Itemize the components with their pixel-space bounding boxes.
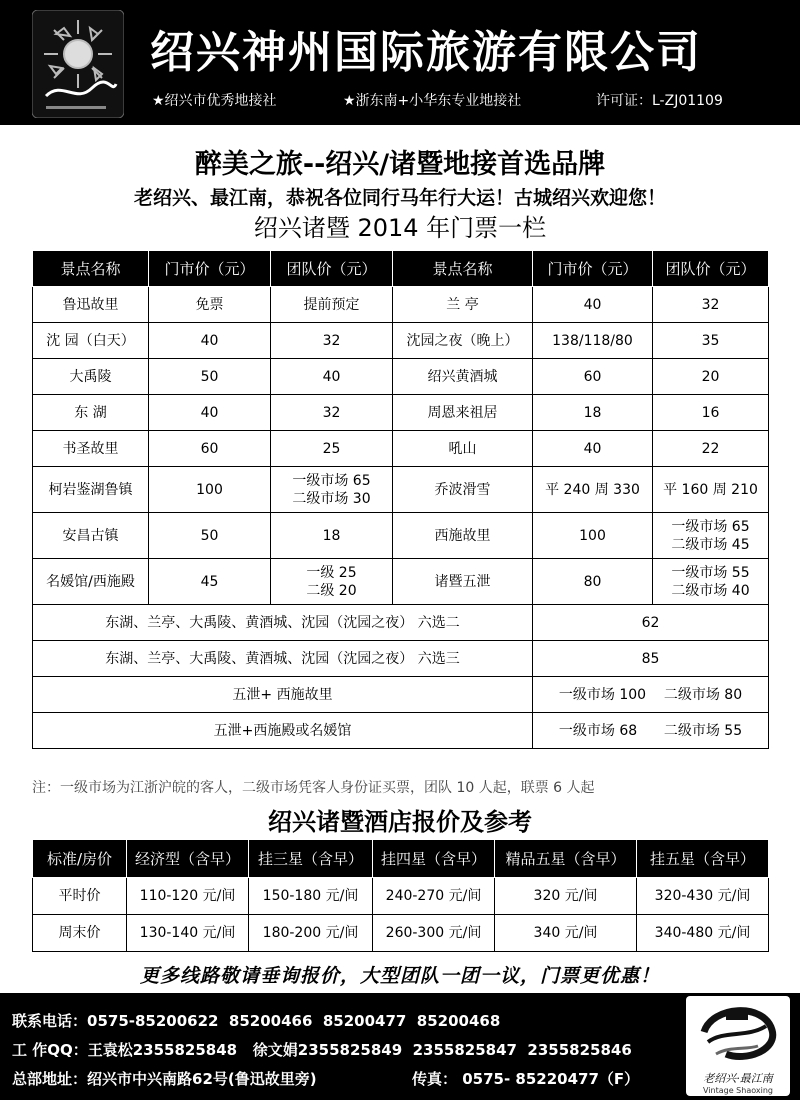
attraction-name: 鲁迅故里: [33, 287, 149, 323]
group-price: 25: [271, 431, 393, 467]
attraction-name: 书圣故里: [33, 431, 149, 467]
combo-price: 62: [533, 605, 769, 641]
attraction-name: 名媛馆/西施殿: [33, 559, 149, 605]
greeting-slogan: 老绍兴、最江南，恭祝各位同行马年行大运！古城绍兴欢迎您！: [133, 187, 666, 209]
retail-price: 138/118/80: [533, 323, 653, 359]
hotel-header-row: [33, 840, 769, 878]
group-price: 32: [271, 323, 393, 359]
combo-name: 东湖、兰亭、大禹陵、黄酒城、沈园（沈园之夜） 六选二: [33, 605, 533, 641]
attraction-name: 东 湖: [33, 395, 149, 431]
col-header: 经济型（含早）: [127, 840, 249, 878]
group-price: 一级市场 65 二级市场 45: [653, 513, 769, 559]
retail-price: 60: [533, 359, 653, 395]
group-price: 平 160 周 210: [653, 467, 769, 513]
retail-price: 100: [149, 467, 271, 513]
table-row: [33, 559, 769, 605]
ticket-note: 注：一级市场为江浙沪皖的客人，二级市场凭客人身份证买票，团队 10 人起，联票 6 人起: [32, 780, 595, 796]
retail-price: 40: [533, 431, 653, 467]
col-header: 挂五星（含早）: [637, 840, 769, 878]
phone-line: [12, 1010, 500, 1031]
company-name: 绍兴神州国际旅游有限公司: [150, 27, 702, 78]
combo-price: 85: [533, 641, 769, 677]
combo-row: [33, 641, 769, 677]
retail-price: 40: [149, 323, 271, 359]
price-type: 周末价: [33, 915, 127, 952]
phone-label: 联系电话：: [12, 1012, 88, 1030]
attraction-name: 沈 园（白天）: [33, 323, 149, 359]
ticket-price-table: [32, 250, 769, 749]
retail-price: 50: [149, 513, 271, 559]
group-price: 16: [653, 395, 769, 431]
group-price: 一级市场 65 二级市场 30: [271, 467, 393, 513]
combo-row: [33, 713, 769, 749]
combo-price: 一级市场 68 二级市场 55: [533, 713, 769, 749]
brand-name: 老绍兴·最江南: [703, 1072, 773, 1085]
address-text: 绍兴市中兴南路62号(鲁迅故里旁): [87, 1070, 317, 1088]
table-row: [33, 467, 769, 513]
group-price: 35: [653, 323, 769, 359]
attraction-name: 周恩来祖居: [393, 395, 533, 431]
hotel-price: 110-120 元/间: [127, 878, 249, 915]
qq-label: 工 作QQ：: [12, 1041, 88, 1059]
combo-name: 东湖、兰亭、大禹陵、黄酒城、沈园（沈园之夜） 六选三: [33, 641, 533, 677]
hotel-price-table: [32, 839, 769, 952]
table-row: [33, 287, 769, 323]
table-row: [33, 878, 769, 915]
brand-emblem-icon: [686, 996, 790, 1068]
brand-logo: [686, 996, 790, 1096]
col-header: 门市价（元）: [533, 251, 653, 287]
hotel-price: 340-480 元/间: [637, 915, 769, 952]
ticket-header-row: [33, 251, 769, 287]
retail-price: 50: [149, 359, 271, 395]
hotel-table-title: 绍兴诸暨酒店报价及参考: [268, 808, 532, 836]
hotel-price: 320 元/间: [495, 878, 637, 915]
hotel-price: 130-140 元/间: [127, 915, 249, 952]
attraction-name: 西施故里: [393, 513, 533, 559]
address-line: [12, 1068, 317, 1089]
combo-row: [33, 677, 769, 713]
retail-price: 100: [533, 513, 653, 559]
footer: [0, 993, 800, 1100]
price-type: 平时价: [33, 878, 127, 915]
tagline-excellent: ★绍兴市优秀地接社: [152, 93, 277, 109]
phone-numbers: 0575-85200622 85200466 85200477 85200468: [87, 1012, 501, 1030]
table-row: [33, 513, 769, 559]
attraction-name: 安昌古镇: [33, 513, 149, 559]
group-price: 一级市场 55 二级市场 40: [653, 559, 769, 605]
group-price: 22: [653, 431, 769, 467]
hotel-price: 340 元/间: [495, 915, 637, 952]
address-label: 总部地址：: [12, 1070, 88, 1088]
table-row: [33, 915, 769, 952]
combo-name: 五泄+ 西施故里: [33, 677, 533, 713]
col-header: 门市价（元）: [149, 251, 271, 287]
group-price: 一级 25 二级 20: [271, 559, 393, 605]
table-row: [33, 431, 769, 467]
table-row: [33, 395, 769, 431]
combo-price: 一级市场 100 二级市场 80: [533, 677, 769, 713]
col-header: 景点名称: [393, 251, 533, 287]
hotel-price: 320-430 元/间: [637, 878, 769, 915]
ticket-table-title: 绍兴诸暨 2014 年门票一栏: [253, 214, 547, 242]
attraction-name: 柯岩鉴湖鲁镇: [33, 467, 149, 513]
hotel-price: 180-200 元/间: [249, 915, 373, 952]
group-price: 提前预定: [271, 287, 393, 323]
header: [0, 0, 800, 125]
table-row: [33, 323, 769, 359]
retail-price: 免票: [149, 287, 271, 323]
table-row: [33, 359, 769, 395]
col-header: 标准/房价: [33, 840, 127, 878]
retail-price: 60: [149, 431, 271, 467]
col-header: 挂四星（含早）: [373, 840, 495, 878]
retail-price: 40: [149, 395, 271, 431]
col-header: 景点名称: [33, 251, 149, 287]
retail-price: 45: [149, 559, 271, 605]
qq-numbers: 王袁松2355825848 徐文娟2355825849 2355825847 2355825846: [87, 1041, 632, 1059]
col-header: 挂三星（含早）: [249, 840, 373, 878]
fax-number: 传真： 0575- 85220477（F）: [412, 1070, 640, 1088]
brand-slogan: 醉美之旅--绍兴/诸暨地接首选品牌: [194, 149, 606, 180]
attraction-name: 诸暨五泄: [393, 559, 533, 605]
group-price: 20: [653, 359, 769, 395]
retail-price: 18: [533, 395, 653, 431]
attraction-name: 乔波滑雪: [393, 467, 533, 513]
combo-row: [33, 605, 769, 641]
col-header: 团队价（元）: [653, 251, 769, 287]
hotel-price: 260-300 元/间: [373, 915, 495, 952]
hotel-price: 240-270 元/间: [373, 878, 495, 915]
group-price: 32: [653, 287, 769, 323]
attraction-name: 沈园之夜（晚上）: [393, 323, 533, 359]
group-price: 32: [271, 395, 393, 431]
attraction-name: 兰 亭: [393, 287, 533, 323]
tagline-specialist: ★浙东南+小华东专业地接社: [343, 93, 522, 109]
group-price: 40: [271, 359, 393, 395]
brand-english: Vintage Shaoxing: [703, 1086, 773, 1095]
retail-price: 40: [533, 287, 653, 323]
license-number: 许可证：L-ZJ01109: [596, 93, 723, 109]
retail-price: 80: [533, 559, 653, 605]
hotel-price: 150-180 元/间: [249, 878, 373, 915]
combo-name: 五泄+西施殿或名媛馆: [33, 713, 533, 749]
promo-text: 更多线路敬请垂询报价，大型团队一团一议，门票更优惠！: [139, 965, 660, 987]
attraction-name: 大禹陵: [33, 359, 149, 395]
qq-line: [12, 1039, 632, 1060]
company-logo-icon: [32, 10, 124, 118]
group-price: 18: [271, 513, 393, 559]
attraction-name: 吼山: [393, 431, 533, 467]
col-header: 精品五星（含早）: [495, 840, 637, 878]
retail-price: 平 240 周 330: [533, 467, 653, 513]
attraction-name: 绍兴黄酒城: [393, 359, 533, 395]
col-header: 团队价（元）: [271, 251, 393, 287]
